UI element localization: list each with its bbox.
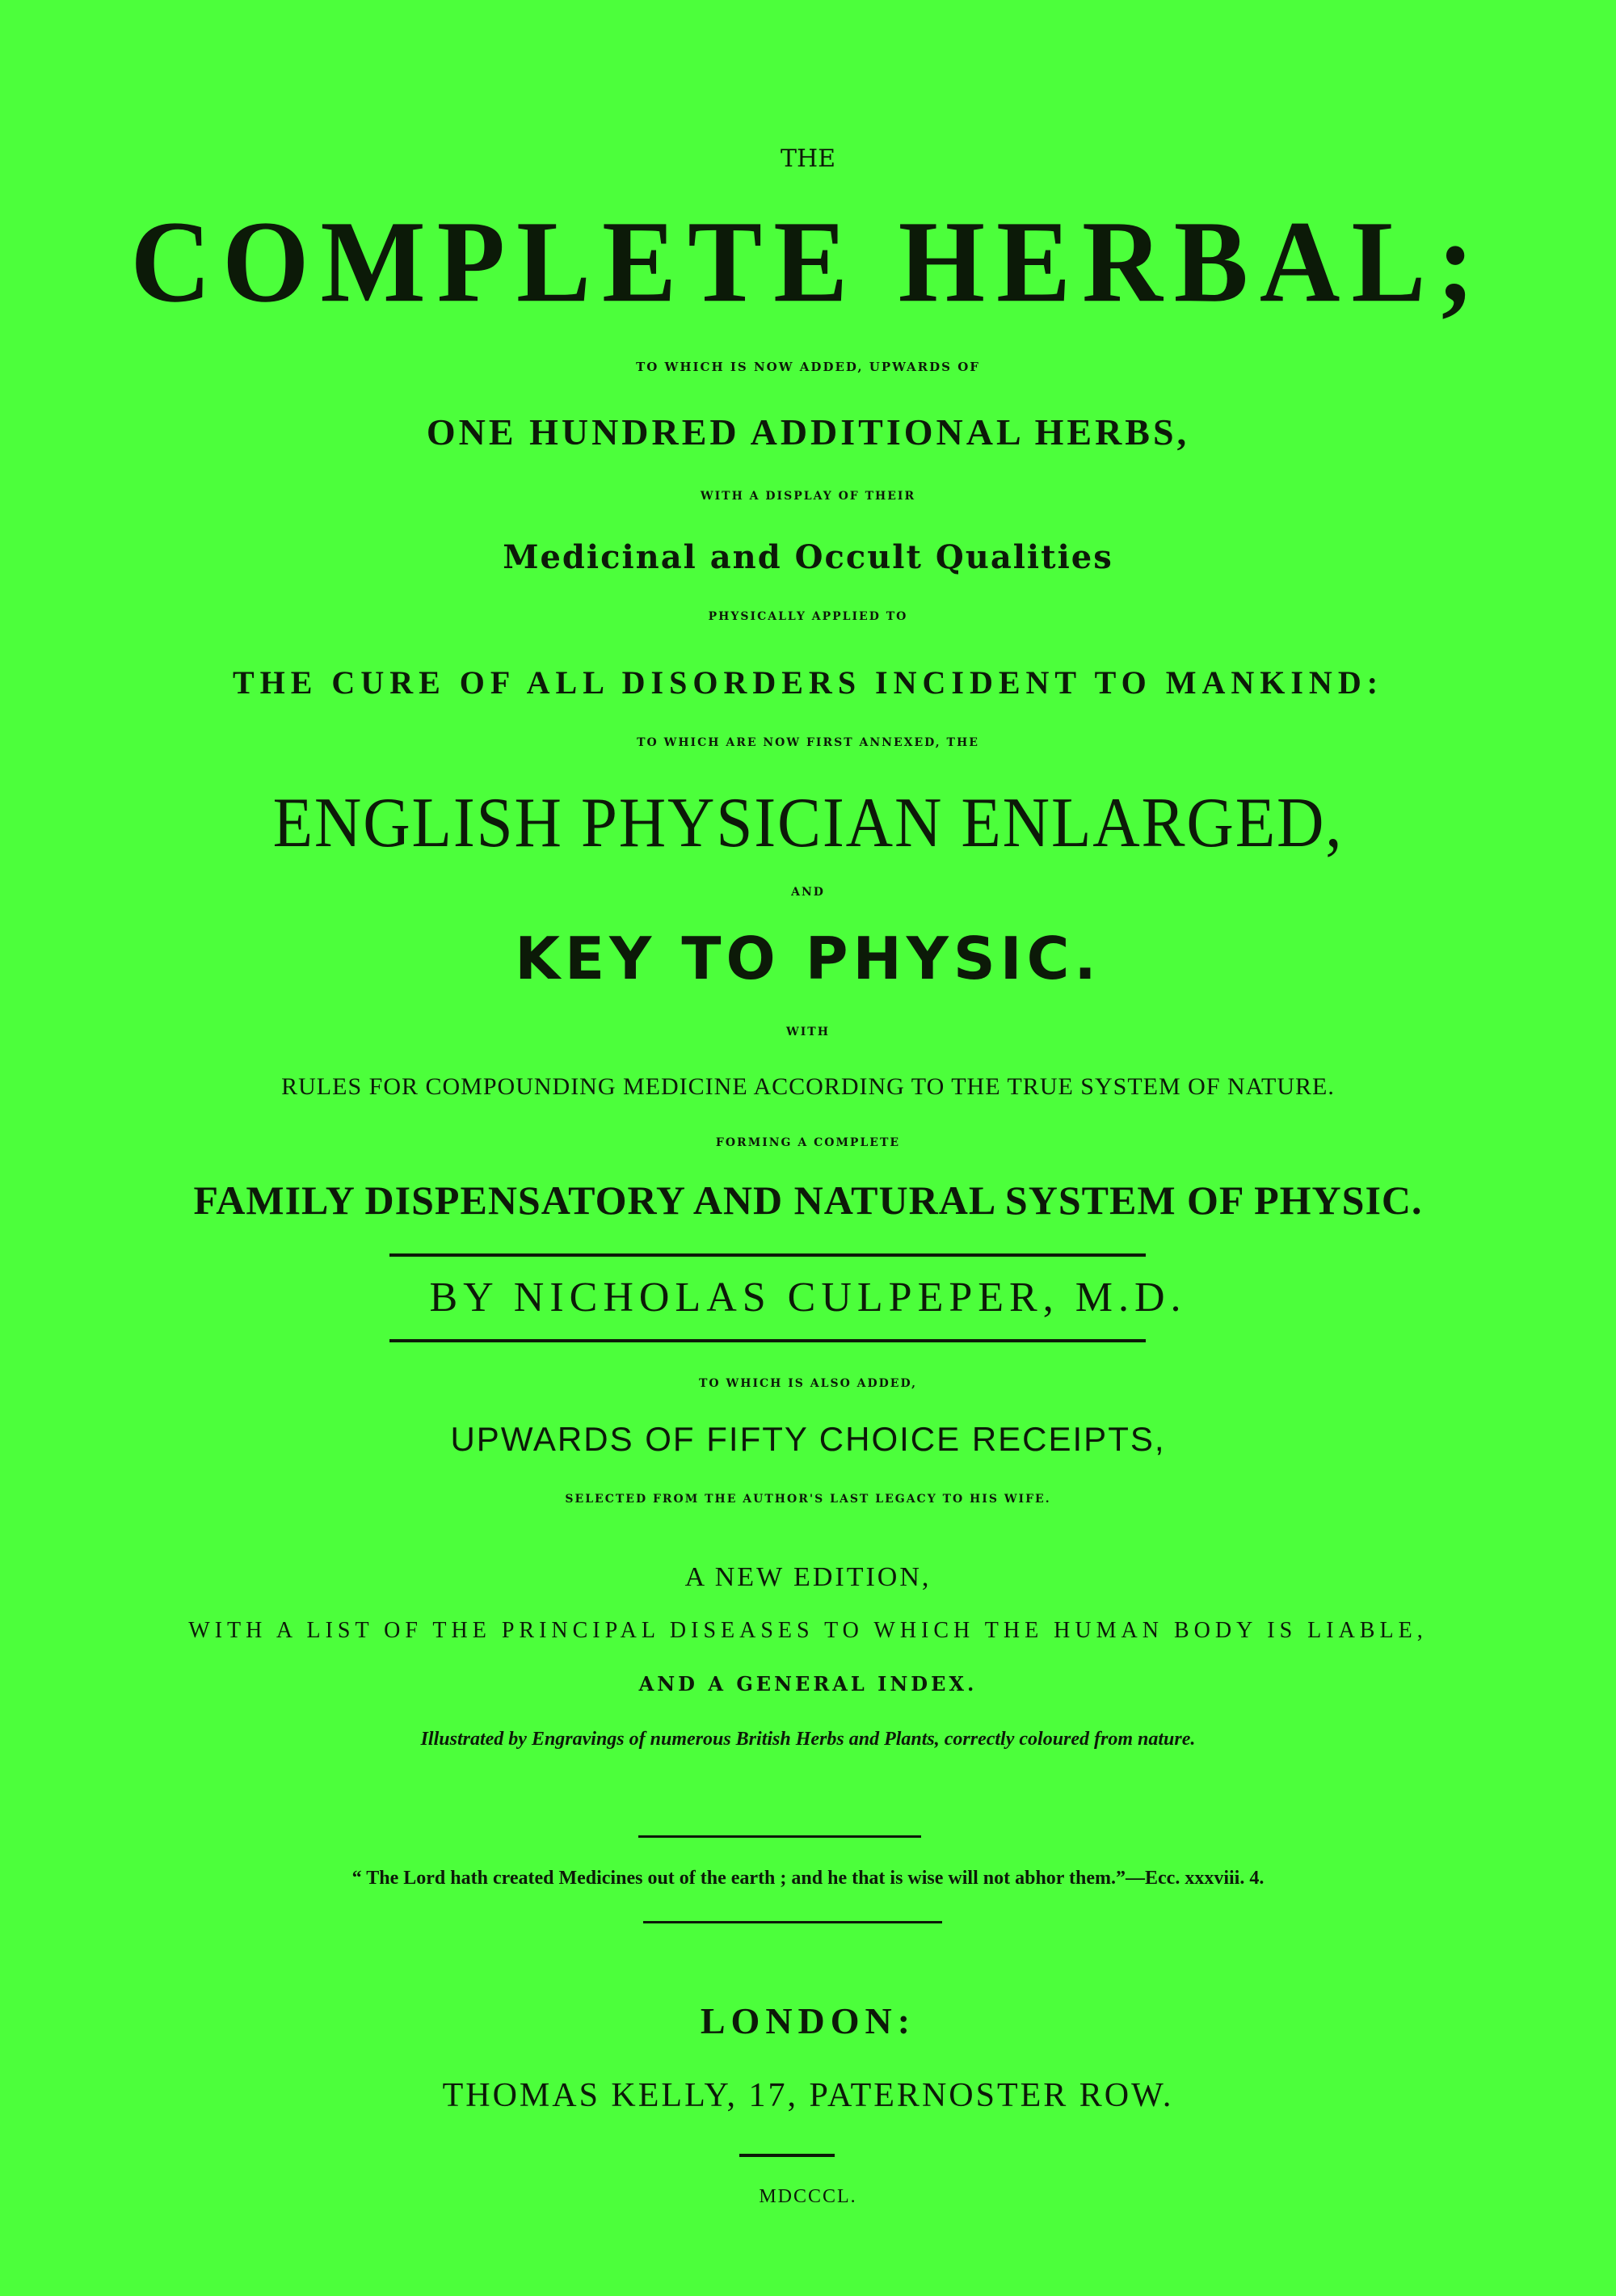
line-added: TO WHICH IS NOW ADDED, UPWARDS OF: [636, 360, 980, 374]
scripture-quote: “ The Lord hath created Medicines out of the earth ; and he that is wise will not abhor them.”—Ecc. xxxviii. 4.: [351, 1868, 1265, 1889]
london-label: LONDON:: [700, 2000, 916, 2041]
index-line: AND A GENERAL INDEX.: [638, 1672, 978, 1696]
quote-rule-bottom: [643, 1921, 942, 1923]
main-title: COMPLETE HERBAL;: [130, 196, 1486, 326]
quote-rule-top: [638, 1835, 921, 1838]
the-label: THE: [780, 145, 836, 173]
year-rule: [739, 2154, 835, 2157]
illustrated-line: Illustrated by Engravings of numerous British Herbs and Plants, correctly coloured from nature.: [420, 1729, 1196, 1750]
publisher-line: THOMAS KELLY, 17, PATERNOSTER ROW.: [442, 2077, 1174, 2114]
line-forming: FORMING A COMPLETE: [715, 1136, 901, 1149]
line-also-added: TO WHICH IS ALSO ADDED,: [699, 1377, 917, 1390]
with-label: WITH: [786, 1026, 830, 1038]
edition-line: A NEW EDITION,: [684, 1562, 932, 1592]
line-display: WITH A DISPLAY OF THEIR: [700, 490, 916, 503]
rules-line: RULES FOR COMPOUNDING MEDICINE ACCORDING TO THE TRUE SYSTEM OF NATURE.: [281, 1073, 1335, 1100]
key-to-physic: KEY TO PHYSIC.: [515, 925, 1101, 992]
diseases-line: WITH A LIST OF THE PRINCIPAL DISEASES TO WHICH THE HUMAN BODY IS LIABLE,: [188, 1618, 1428, 1643]
cure-line: THE CURE OF ALL DISORDERS INCIDENT TO MANKIND:: [232, 664, 1384, 701]
year-roman: MDCCCL.: [759, 2186, 857, 2207]
family-dispensatory: FAMILY DISPENSATORY AND NATURAL SYSTEM OF PHYSIC.: [193, 1177, 1423, 1223]
qualities-blackletter: Medicinal and Occult Qualities: [503, 538, 1113, 576]
author-rule-top: [389, 1253, 1146, 1257]
line-applied: PHYSICALLY APPLIED TO: [708, 610, 908, 623]
receipts-line: UPWARDS OF FIFTY CHOICE RECEIPTS,: [450, 1420, 1166, 1458]
line-selected: SELECTED FROM THE AUTHOR'S LAST LEGACY TO HIS WIFE.: [565, 1493, 1051, 1506]
author-rule-bottom: [389, 1339, 1146, 1342]
line-annexed: TO WHICH ARE NOW FIRST ANNEXED, THE: [637, 736, 979, 749]
and-label: AND: [791, 886, 825, 899]
english-physician: ENGLISH PHYSICIAN ENLARGED,: [272, 784, 1344, 862]
author-line: BY NICHOLAS CULPEPER, M.D.: [429, 1274, 1187, 1321]
additional-herbs: ONE HUNDRED ADDITIONAL HERBS,: [426, 411, 1190, 453]
